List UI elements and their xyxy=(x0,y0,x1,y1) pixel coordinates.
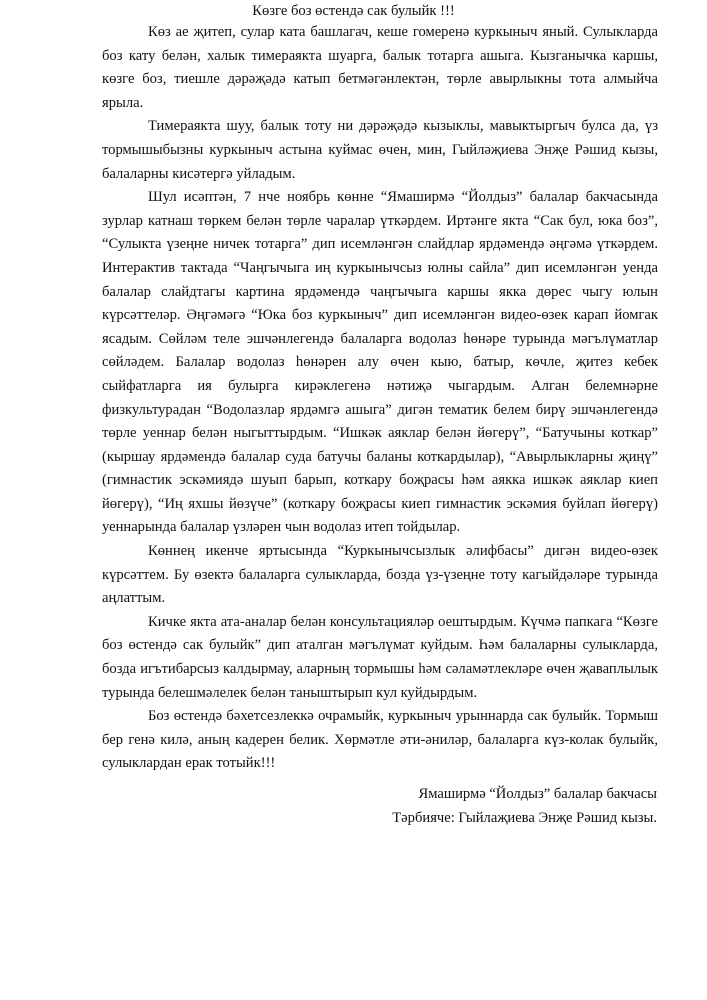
signature-author: Тәрбияче: Гыйлаҗиева Энҗе Рәшид кызы. xyxy=(392,810,657,826)
paragraph-intro: Көз ае җитеп, сулар ката башлагач, кеше гомеренә куркыныч яный. Сулыкларда боз кату белән, халык тимераякта шуарга, балык тотарга ашыга. Кызганычка каршы, көзге боз, тиешле дәрәҗәдә катып бетмәгәнлектән, төрле авырлыкны тота алмыйча ярыла. xyxy=(102,24,658,111)
paragraph-conclusion: Боз өстендә бәхетсезлеккә очрамыйк, куркыныч урыннарда сак булыйк. Тормыш бер генә килә, аның кадерен белик. Хөрмәтле әти-әниләр, балаларга күз-колак булыйк, сулыклардан ерак тотыйк!!! xyxy=(102,708,658,772)
paragraph-activities: Шул исәптән, 7 нче ноябрь көнне “Ямаширмә “Йолдыз” балалар бакчасында зурлар катнаш төркем белән төрле чаралар үткәрдем. Иртәнге якта “Сак бул, юка боз”, “Сулыкта үзеңне ничек тотарга” дип исемләнгән слайдлар ярдәмендә әңгәмә үткәрдем. Интерактив тактада “Чаңгычыга иң куркынычсыз юлны сайла” дип исемләнгән уенда балалар слайдтагы картина ярдәмендә чаңгычыга каршы якка дөрес чыгу юлын күрсәттеләр. Әңгәмәгә “Юка боз куркыныч” дип исемләнгән видео-өзек карап йомгак ясадым. Сөйләм теле эшчәнлегендә балаларга водолаз һөнәре турында мәгълүматлар сөйләдем. Балалар водолаз һөнәрен алу өчен кыю, батыр, көчле, җитез кебек сыйфатларга ия булырга кирәклегенә нәтиҗә чыгардым. Алган белемнәрне физкультурадан “Водолазлар ярдәмгә ашыга” дигән тематик белем бирү эшчәнлегендә төрле уеннар белән ныгыттырдым. “Ишкәк аяклар белән йөгерү”, “Батучыны коткар” (кыршау ярдәмендә балалар суда батучы баланы коткардылар), “Авырлыкларны җиңү” (гимнастик эскәмиядә шуып барып, коткару боҗрасы һәм аякка ишкәк аяклар киеп йөгерү), “Иң яхшы йөзүче” (коткару боҗрасы киеп гимнастик эскәмия буйлап йөгерү) уеннарында балалар үзләрен чын водолаз итеп тойдылар. xyxy=(102,189,658,536)
document-body xyxy=(102,21,658,776)
paragraph-warning: Тимераякта шуу, балык тоту ни дәрәҗәдә кызыклы, мавыктыргыч булса да, үз тормышыбызны куркыныч астына куймас өчен, мин, Гыйләҗиева Энҗе Рәшид кызы, балаларны кисәтергә уйладым. xyxy=(102,118,658,182)
signature-organization: Ямаширмә “Йолдыз” балалар бакчасы xyxy=(418,786,657,802)
paragraph-parents: Кичке якта ата-аналар белән консультацияләр оештырдым. Күчмә папкага “Көзге боз өстендә сак булыйк” дип аталган мәгълүмат куйдым. Һәм балаларны сулыкларда, бозда игътибарсыз калдырмау, аларның тормышы һәм сәламәтлекләре өчен җаваплылык турында белешмәлелек белән таныштырып кул куйдырдым. xyxy=(102,613,658,701)
paragraph-afternoon: Көннең икенче яртысында “Куркынычсызлык әлифбасы” дигән видео-өзек күрсәттем. Бу өзектә балаларга сулыкларда, бозда үз-үзеңне тоту кагыйдәләре турында аңлаттым. xyxy=(102,543,658,607)
document-title: Көзге боз өстендә сак булыйк !!! xyxy=(252,3,455,19)
